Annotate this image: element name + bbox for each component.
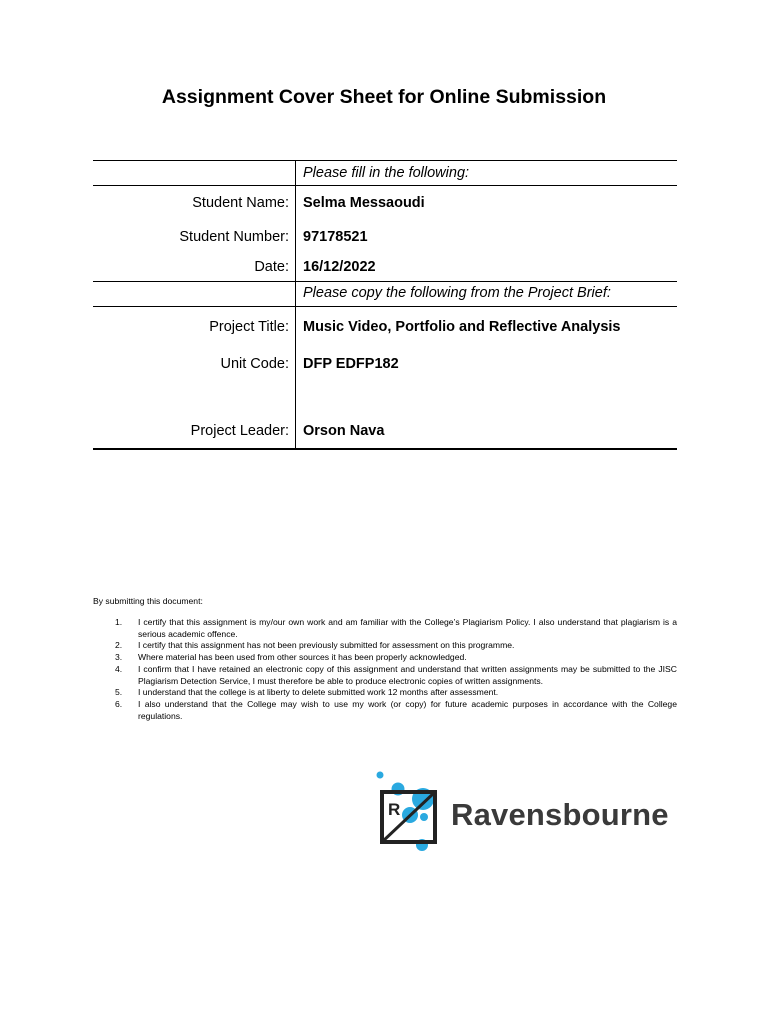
table-divider <box>93 185 677 186</box>
project-leader-label: Project Leader: <box>190 423 289 439</box>
list-item <box>93 687 677 699</box>
table-top-rule <box>93 160 677 161</box>
list-item <box>93 652 677 664</box>
declaration-list <box>93 617 677 722</box>
list-item <box>93 640 677 652</box>
list-item <box>93 699 677 722</box>
ravensbourne-logo-mark-icon <box>374 770 444 855</box>
item-text: I certify that this assignment is my/our own work and am familiar with the College’s Plagiarism Policy. I also understand that plagiarism is a serious academic offence. <box>138 617 677 639</box>
list-item <box>93 617 677 640</box>
item-text: I understand that the college is at liberty to delete submitted work 12 months after assessment. <box>138 687 499 698</box>
logo-mark-letter: R <box>388 800 401 819</box>
item-number: 1. <box>115 617 123 627</box>
date-label: Date: <box>254 259 289 275</box>
table-column-divider <box>295 160 296 449</box>
student-number-value: 97178521 <box>303 229 368 245</box>
student-number-label: Student Number: <box>179 229 289 245</box>
project-title-label: Project Title: <box>209 319 289 335</box>
item-number: 3. <box>115 652 123 663</box>
item-text: I confirm that I have retained an electronic copy of this assignment and understand that written assignments may be submitted to the JISC Plagiarism Detection Service, I must therefore be able to produce electronic copies of written assignments. <box>138 663 677 686</box>
student-name-label: Student Name: <box>192 195 289 211</box>
table-bottom-rule <box>93 448 677 450</box>
item-number: 6. <box>115 698 123 709</box>
item-number: 4. <box>115 663 123 674</box>
copy-prompt: Please copy the following from the Project Brief: <box>303 285 611 301</box>
logo-wordmark: Ravensbourne <box>451 797 669 832</box>
item-number: 2. <box>115 640 123 651</box>
student-name-value: Selma Messaoudi <box>303 195 425 211</box>
item-text: Where material has been used from other sources it has been properly acknowledged. <box>138 652 467 663</box>
fill-prompt: Please fill in the following: <box>303 165 470 181</box>
date-value: 16/12/2022 <box>303 259 376 275</box>
unit-code-value: DFP EDFP182 <box>303 356 399 372</box>
table-divider <box>93 281 677 282</box>
table-divider <box>93 306 677 307</box>
item-number: 5. <box>115 687 123 698</box>
unit-code-label: Unit Code: <box>220 356 289 372</box>
item-text: I also understand that the College may wish to use my work (or copy) for future academic purposes in accordance with the College regulations. <box>138 698 677 721</box>
project-leader-value: Orson Nava <box>303 423 385 439</box>
item-text: I certify that this assignment has not been previously submitted for assessment on this programme. <box>138 640 515 651</box>
project-title-value: Music Video, Portfolio and Reflective Analysis <box>303 319 621 335</box>
page-title: Assignment Cover Sheet for Online Submission <box>161 86 607 108</box>
list-item <box>93 664 677 687</box>
declaration-intro: By submitting this document: <box>93 596 203 606</box>
